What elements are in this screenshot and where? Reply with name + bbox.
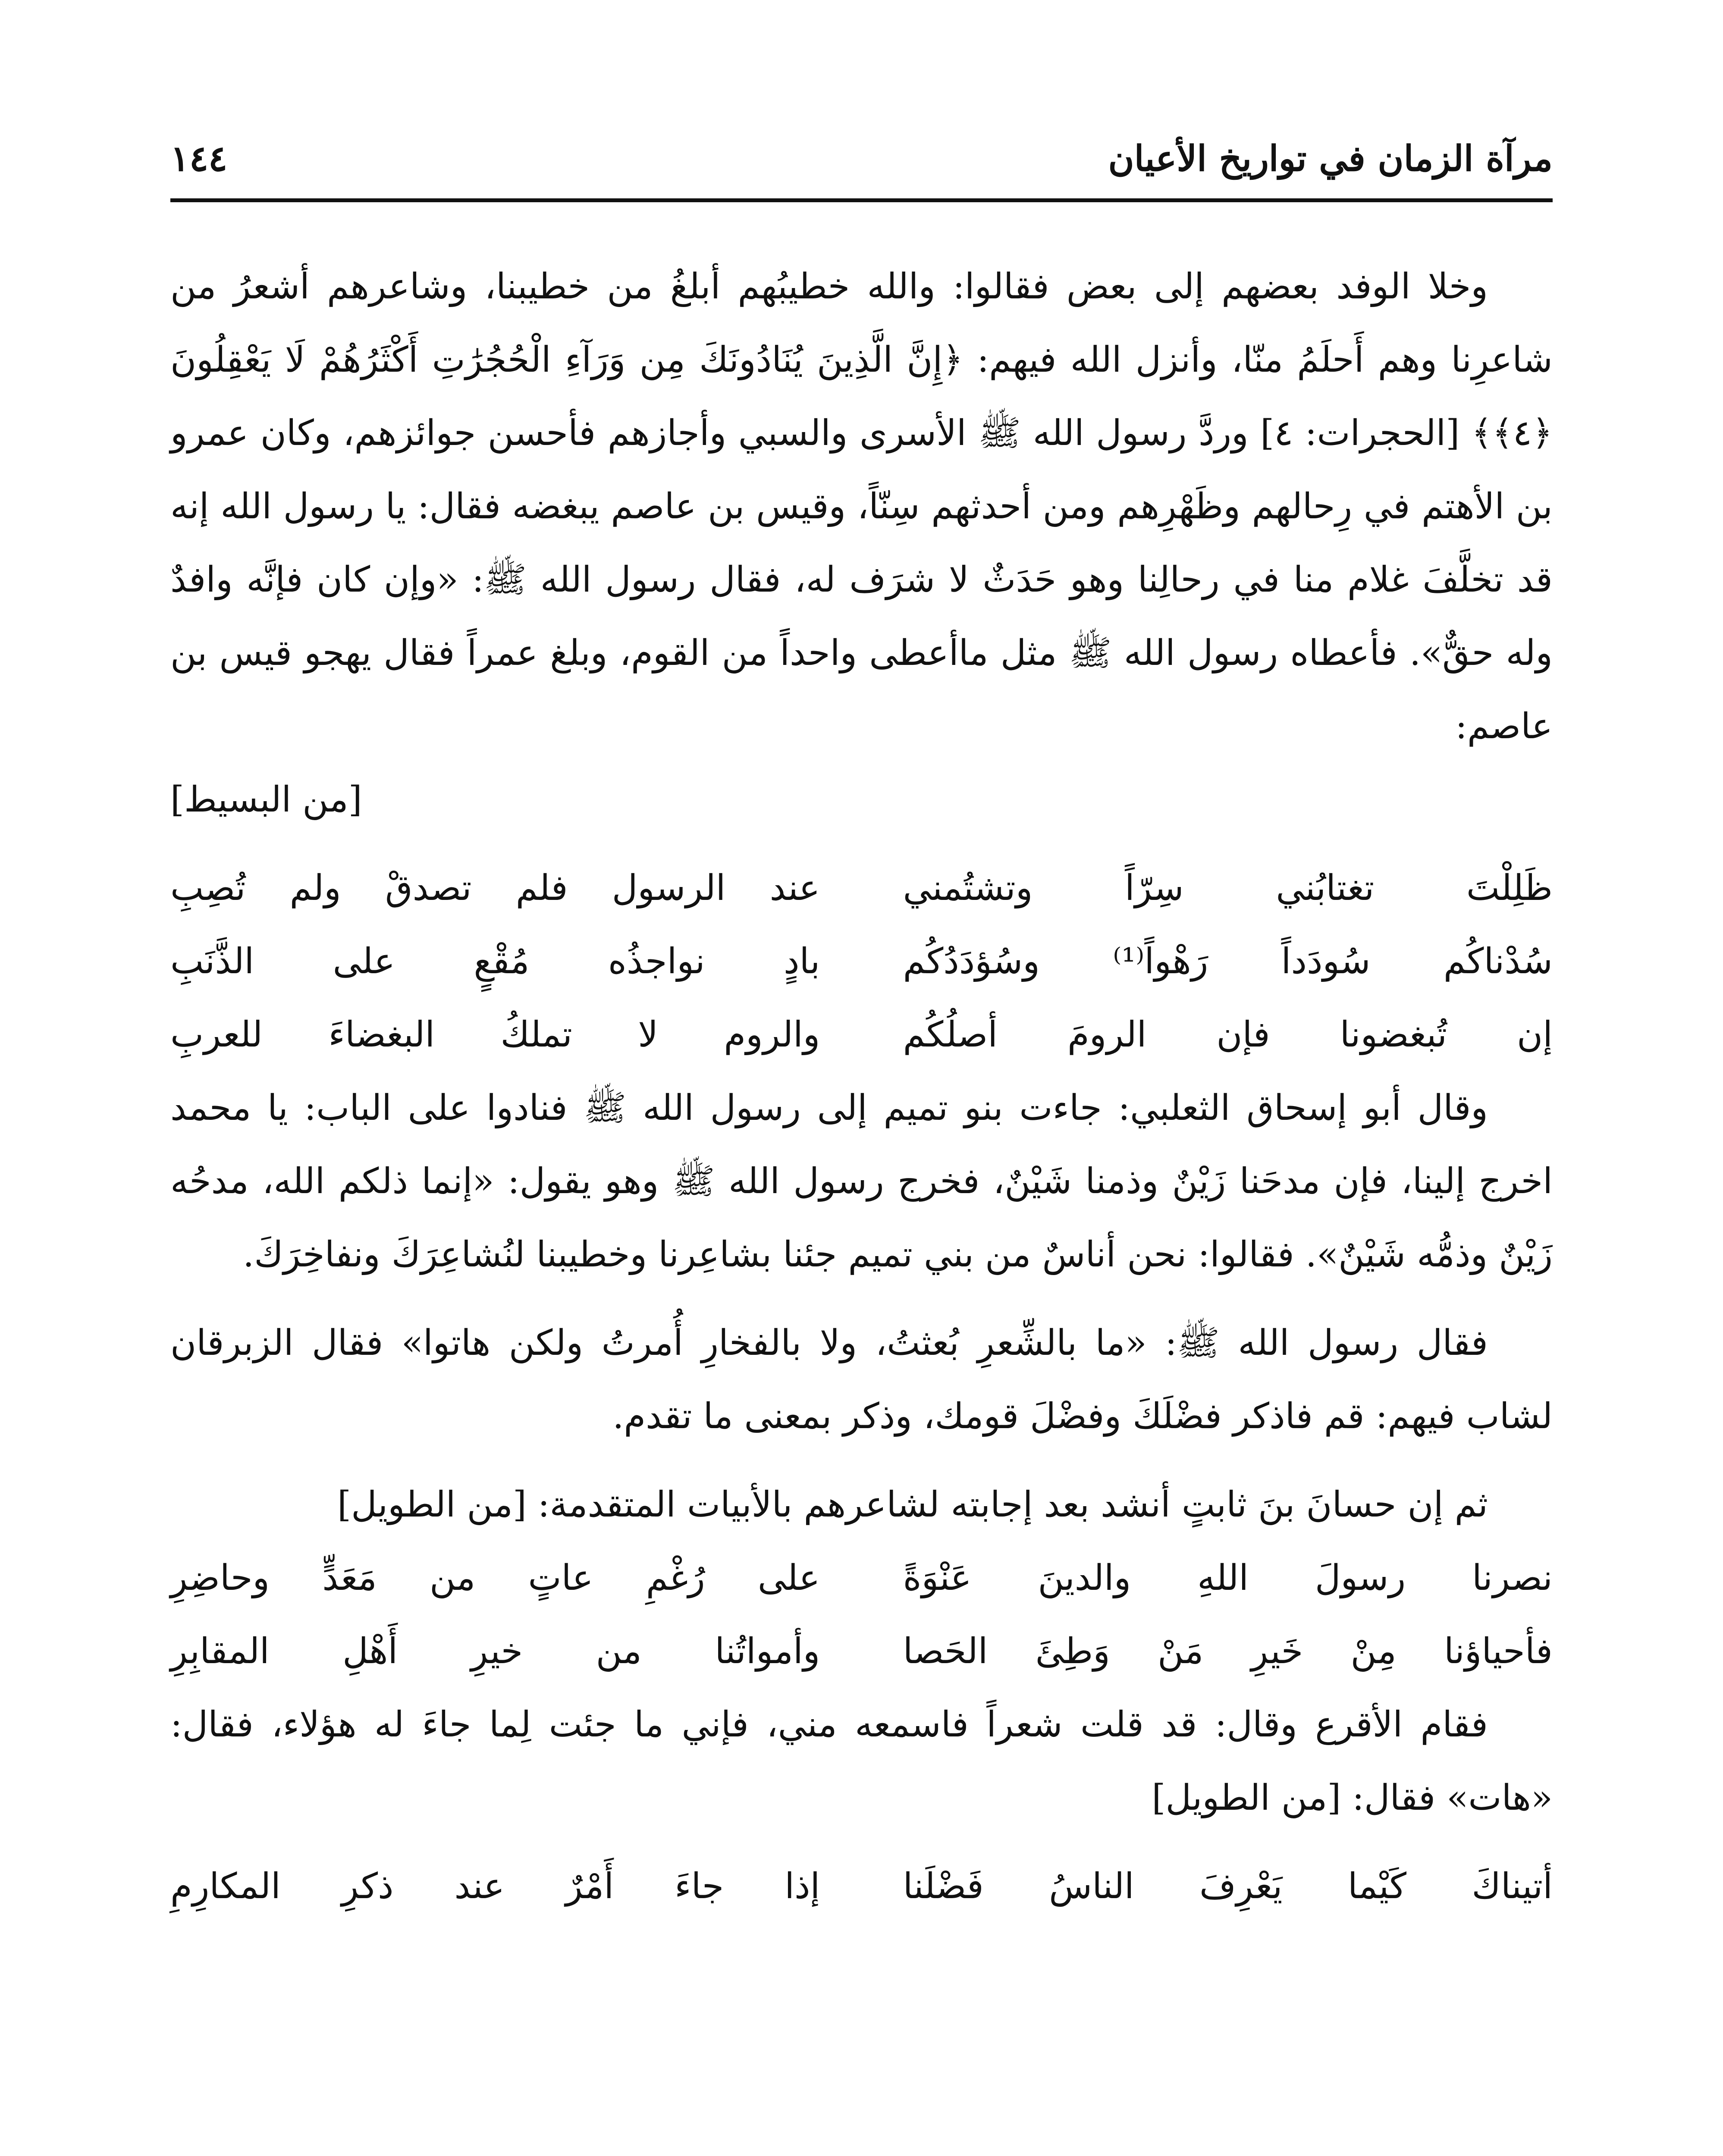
first-hemistich: ظَلِلْتَ تغتابُني سِرّاً وتشتُمني — [903, 868, 1553, 909]
meter-label: [من البسيط] — [170, 779, 362, 820]
second-hemistich: إذا جاءَ أَمْرٌ عند ذكرِ المكارِمِ — [170, 1866, 820, 1907]
paragraph: فقال رسول الله ﷺ: «ما بالشِّعرِ بُعثتُ، ولا بالفخارِ أُمرتُ ولكن هاتوا» فقال الزبرقان لشاب فيهم: قم فاذكر فضْلَكَ وفضْلَ قومك، وذكر بمعنى ما تقدم. — [170, 1322, 1553, 1437]
poem-verse — [170, 1850, 1553, 1923]
second-hemistich: بادٍ نواجذُه مُقْعٍ على الذَّنَبِ — [170, 941, 820, 982]
poem-verse — [170, 925, 1553, 998]
paragraph: وخلا الوفد بعضهم إلى بعض فقالوا: والله خطيبُهم أبلغُ من خطيبنا، وشاعرهم أشعرُ من شاعرِنا وهم أَحلَمُ منّا، وأنزل الله فيهم: ﴿إِنَّ الَّذِينَ يُنَادُونَكَ مِن وَرَآءِ الْحُجُرَٰتِ أَكْثَرُهُمْ لَا يَعْقِلُونَ ﴿٤﴾﴾ [الحجرات: ٤] وردَّ رسول الله ﷺ الأسرى والسبي وأجازهم فأحسن جوائزهم، وكان عمرو بن الأهتم في رِحالهم وظَهْرِهم ومن أحدثهم سِنّاً، وقيس بن عاصم يبغضه فقال: يا رسول الله إنه قد تخلَّفَ غلام منا في رحالِنا وهو حَدَثٌ لا شرَف له، فقال رسول الله ﷺ: «وإن كان فإنَّه وافدٌ وله حقٌّ». فأعطاه رسول الله ﷺ مثل ماأعطى واحداً من القوم، وبلغ عمراً فقال يهجو قيس بن عاصم: — [170, 266, 1553, 747]
first-hemistich: فأحياؤنا مِنْ خَيرِ مَنْ وَطِئَ الحَصا — [903, 1631, 1553, 1672]
paragraph: فقام الأقرع وقال: قد قلت شعراً فاسمعه مني، فإني ما جئت لِما جاءَ له هؤلاء، فقال: «هات» فقال: [من الطويل] — [170, 1704, 1553, 1818]
poem-verse — [170, 1615, 1553, 1688]
poem-verse — [170, 1542, 1553, 1615]
first-hemistich: سُدْناكُم سُودَداً رَهْواً⁽¹⁾ وسُؤدَدُكُم — [903, 941, 1553, 982]
page-number: ١٤٤ — [170, 138, 228, 179]
page-body — [170, 250, 1553, 1923]
second-hemistich: عند الرسول فلم تصدقْ ولم تُصِبِ — [170, 868, 820, 909]
first-hemistich: أتيناكَ كَيْما يَعْرِفَ الناسُ فَضْلَنا — [903, 1866, 1553, 1907]
second-hemistich: وأمواتُنا من خيرِ أَهْلِ المقابِرِ — [170, 1631, 820, 1672]
poem-verse — [170, 852, 1553, 925]
running-title: مرآة الزمان في تواريخ الأعيان — [1108, 138, 1553, 179]
second-hemistich: على رُغْمِ عاتٍ من مَعَدٍّ وحاضِرِ — [170, 1557, 820, 1598]
poem-verse — [170, 998, 1553, 1072]
page-header — [170, 134, 1553, 202]
second-hemistich: والروم لا تملكُ البغضاءَ للعربِ — [170, 1014, 820, 1055]
first-hemistich: إن تُبغضونا فإن الرومَ أصلُكُم — [903, 1014, 1553, 1055]
paragraph: ثم إن حسانَ بنَ ثابتٍ أنشد بعد إجابته لشاعرهم بالأبيات المتقدمة: [من الطويل] — [337, 1484, 1488, 1525]
first-hemistich: نصرنا رسولَ اللهِ والدينَ عَنْوَةً — [903, 1557, 1553, 1598]
paragraph: وقال أبو إسحاق الثعلبي: جاءت بنو تميم إلى رسول الله ﷺ فنادوا على الباب: يا محمد اخرج إلينا، فإن مدحَنا زَيْنٌ وذمنا شَيْنٌ، فخرج رسول الله ﷺ وهو يقول: «إنما ذلكم الله، مدحُه زَيْنٌ وذمُّه شَيْنٌ». فقالوا: نحن أناسٌ من بني تميم جئنا بشاعِرنا وخطيبنا لنُشاعِرَكَ ونفاخِرَكَ. — [170, 1087, 1553, 1275]
